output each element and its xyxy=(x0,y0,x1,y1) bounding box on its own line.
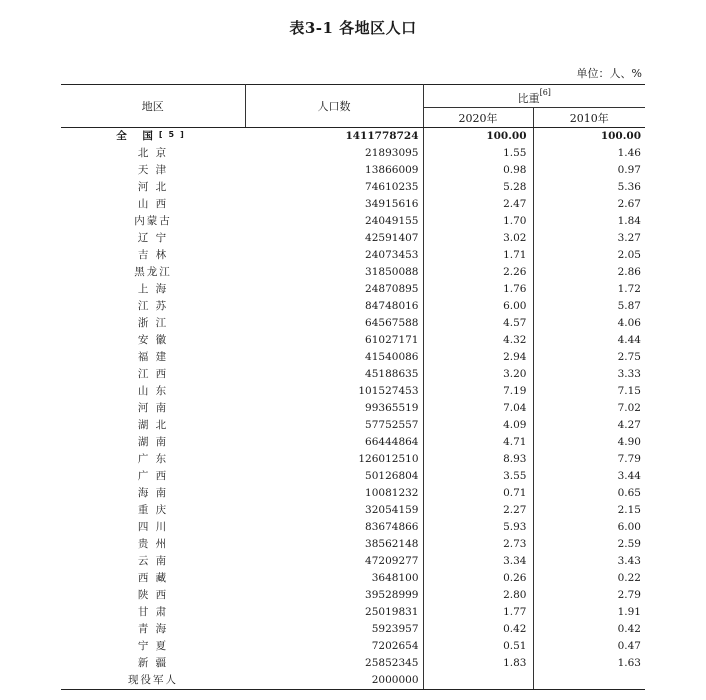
cell-ratio-2020: 1.77 xyxy=(423,604,533,621)
cell-region: 内蒙古 xyxy=(134,215,172,227)
cell-ratio-2020: 4.09 xyxy=(423,417,533,434)
table-row xyxy=(61,366,645,383)
cell-region: 上 海 xyxy=(137,283,169,295)
cell-ratio-2010: 2.67 xyxy=(617,198,641,210)
cell-region: 四 川 xyxy=(137,521,169,533)
cell-population: 31850088 xyxy=(245,264,423,281)
cell-ratio-2020: 0.26 xyxy=(423,570,533,587)
cell-ratio-2010: 3.27 xyxy=(617,232,641,244)
cell-ratio-2020: 5.93 xyxy=(423,519,533,536)
table-row-total xyxy=(61,128,645,146)
cell-ratio-2010: 100.00 xyxy=(600,130,641,142)
cell-population: 1411778724 xyxy=(245,128,423,146)
cell-population: 3648100 xyxy=(245,570,423,587)
cell-ratio-2010: 7.15 xyxy=(617,385,641,397)
cell-population: 24049155 xyxy=(245,213,423,230)
total-note: [5] xyxy=(158,130,190,139)
cell-population: 66444864 xyxy=(245,434,423,451)
table-row xyxy=(61,145,645,162)
cell-population: 25852345 xyxy=(245,655,423,672)
cell-region: 新 疆 xyxy=(137,657,169,669)
cell-ratio-2020 xyxy=(423,672,533,690)
cell-region: 天 津 xyxy=(137,164,169,176)
cell-ratio-2020: 2.47 xyxy=(423,196,533,213)
cell-ratio-2010: 1.84 xyxy=(617,215,641,227)
table-row xyxy=(61,655,645,672)
cell-ratio-2010: 3.33 xyxy=(617,368,641,380)
cell-ratio-2020: 3.34 xyxy=(423,553,533,570)
cell-ratio-2020: 100.00 xyxy=(423,128,533,146)
cell-ratio-2010: 2.05 xyxy=(617,249,641,261)
cell-region: 福 建 xyxy=(137,351,169,363)
table-title: 表3-1 各地区人口 xyxy=(289,19,417,37)
cell-region: 北 京 xyxy=(137,147,169,159)
cell-region: 陕 西 xyxy=(137,589,169,601)
cell-region: 宁 夏 xyxy=(137,640,169,652)
cell-region: 江 西 xyxy=(137,368,169,380)
unit-label: 单位：人、% xyxy=(576,67,642,80)
table-row xyxy=(61,417,645,434)
cell-population: 38562148 xyxy=(245,536,423,553)
cell-ratio-2020: 8.93 xyxy=(423,451,533,468)
cell-ratio-2010: 2.15 xyxy=(617,504,641,516)
cell-ratio-2020: 1.76 xyxy=(423,281,533,298)
table-row xyxy=(61,485,645,502)
cell-ratio-2020: 3.02 xyxy=(423,230,533,247)
cell-ratio-2020: 1.55 xyxy=(423,145,533,162)
cell-population: 13866009 xyxy=(245,162,423,179)
table-row xyxy=(61,587,645,604)
cell-ratio-2010: 1.46 xyxy=(617,147,641,159)
table-row xyxy=(61,451,645,468)
cell-ratio-2010: 3.44 xyxy=(617,470,641,482)
cell-ratio-2020: 7.04 xyxy=(423,400,533,417)
cell-region: 吉 林 xyxy=(137,249,169,261)
table-row xyxy=(61,179,645,196)
cell-ratio-2020: 2.27 xyxy=(423,502,533,519)
cell-ratio-2010: 1.72 xyxy=(617,283,641,295)
table-row xyxy=(61,230,645,247)
cell-ratio-2010: 7.02 xyxy=(617,402,641,414)
header-region: 地区 xyxy=(61,85,245,128)
cell-population: 57752557 xyxy=(245,417,423,434)
cell-population: 21893095 xyxy=(245,145,423,162)
cell-population: 10081232 xyxy=(245,485,423,502)
table-row xyxy=(61,536,645,553)
table-row xyxy=(61,570,645,587)
cell-ratio-2010: 0.65 xyxy=(617,487,641,499)
cell-population: 41540086 xyxy=(245,349,423,366)
cell-population: 34915616 xyxy=(245,196,423,213)
cell-population: 74610235 xyxy=(245,179,423,196)
cell-ratio-2020: 0.51 xyxy=(423,638,533,655)
cell-ratio-2020: 4.71 xyxy=(423,434,533,451)
cell-ratio-2010 xyxy=(533,672,645,690)
total-name: 全 国 xyxy=(116,130,159,142)
cell-ratio-2010: 2.79 xyxy=(617,589,641,601)
cell-ratio-2020: 2.80 xyxy=(423,587,533,604)
cell-region: 青 海 xyxy=(137,623,169,635)
table-row xyxy=(61,298,645,315)
header-year-2010: 2010年 xyxy=(533,108,645,128)
cell-ratio-2010: 3.43 xyxy=(617,555,641,567)
cell-region: 西 藏 xyxy=(137,572,169,584)
cell-ratio-2020: 0.98 xyxy=(423,162,533,179)
cell-population: 83674866 xyxy=(245,519,423,536)
cell-ratio-2010: 0.22 xyxy=(617,572,641,584)
table-row xyxy=(61,247,645,264)
cell-population: 64567588 xyxy=(245,315,423,332)
table-row xyxy=(61,264,645,281)
cell-population: 24870895 xyxy=(245,281,423,298)
table-row xyxy=(61,553,645,570)
cell-ratio-2020: 0.42 xyxy=(423,621,533,638)
cell-ratio-2020: 6.00 xyxy=(423,298,533,315)
cell-population: 84748016 xyxy=(245,298,423,315)
table-row xyxy=(61,332,645,349)
table-row xyxy=(61,400,645,417)
cell-region: 江 苏 xyxy=(137,300,169,312)
header-population: 人口数 xyxy=(245,85,423,128)
cell-population: 126012510 xyxy=(245,451,423,468)
cell-ratio-2020: 4.57 xyxy=(423,315,533,332)
cell-ratio-2010: 4.27 xyxy=(617,419,641,431)
cell-population: 50126804 xyxy=(245,468,423,485)
table-row xyxy=(61,621,645,638)
cell-ratio-2020: 2.94 xyxy=(423,349,533,366)
cell-region: 云 南 xyxy=(137,555,169,567)
cell-population: 2000000 xyxy=(245,672,423,690)
cell-ratio-2010: 4.90 xyxy=(617,436,641,448)
cell-ratio-2020: 3.55 xyxy=(423,468,533,485)
table-row xyxy=(61,502,645,519)
header-ratio-note: [6] xyxy=(539,88,551,97)
table-row xyxy=(61,672,645,690)
header-ratio xyxy=(423,85,645,108)
cell-ratio-2010: 2.59 xyxy=(617,538,641,550)
table-row xyxy=(61,604,645,621)
cell-ratio-2020: 1.83 xyxy=(423,655,533,672)
cell-ratio-2010: 1.63 xyxy=(617,657,641,669)
cell-region: 山 西 xyxy=(137,198,169,210)
cell-population: 25019831 xyxy=(245,604,423,621)
table-row xyxy=(61,638,645,655)
cell-ratio-2010: 4.06 xyxy=(617,317,641,329)
table-row xyxy=(61,162,645,179)
table-row xyxy=(61,468,645,485)
cell-ratio-2010: 6.00 xyxy=(617,521,641,533)
cell-region: 广 东 xyxy=(137,453,169,465)
cell-ratio-2020: 0.71 xyxy=(423,485,533,502)
cell-region: 广 西 xyxy=(137,470,169,482)
cell-region: 重 庆 xyxy=(137,504,169,516)
cell-ratio-2020: 1.71 xyxy=(423,247,533,264)
population-table xyxy=(61,84,645,690)
cell-ratio-2020: 2.73 xyxy=(423,536,533,553)
cell-region: 河 北 xyxy=(137,181,169,193)
cell-population: 47209277 xyxy=(245,553,423,570)
cell-region: 甘 肃 xyxy=(137,606,169,618)
cell-region: 现役军人 xyxy=(61,672,245,690)
cell-ratio-2010: 0.47 xyxy=(617,640,641,652)
table-row xyxy=(61,383,645,400)
table-row xyxy=(61,315,645,332)
cell-ratio-2020: 1.70 xyxy=(423,213,533,230)
cell-population: 39528999 xyxy=(245,587,423,604)
cell-region: 湖 北 xyxy=(137,419,169,431)
cell-population: 24073453 xyxy=(245,247,423,264)
cell-ratio-2010: 5.87 xyxy=(617,300,641,312)
header-ratio-label: 比重 xyxy=(517,92,540,105)
cell-region: 河 南 xyxy=(137,402,169,414)
cell-ratio-2010: 0.42 xyxy=(617,623,641,635)
table-row xyxy=(61,519,645,536)
cell-ratio-2010: 7.79 xyxy=(617,453,641,465)
cell-population: 99365519 xyxy=(245,400,423,417)
cell-ratio-2010: 0.97 xyxy=(617,164,641,176)
cell-region: 山 东 xyxy=(137,385,169,397)
cell-region: 黑龙江 xyxy=(134,266,172,278)
cell-region: 湖 南 xyxy=(137,436,169,448)
cell-region: 安 徽 xyxy=(137,334,169,346)
cell-population: 5923957 xyxy=(245,621,423,638)
cell-ratio-2010: 5.36 xyxy=(617,181,641,193)
cell-region: 海 南 xyxy=(137,487,169,499)
cell-ratio-2020: 4.32 xyxy=(423,332,533,349)
cell-ratio-2020: 7.19 xyxy=(423,383,533,400)
table-row xyxy=(61,281,645,298)
cell-ratio-2020: 5.28 xyxy=(423,179,533,196)
cell-region xyxy=(61,128,245,146)
table-row xyxy=(61,196,645,213)
cell-ratio-2010: 2.75 xyxy=(617,351,641,363)
cell-population: 42591407 xyxy=(245,230,423,247)
cell-ratio-2010: 2.86 xyxy=(617,266,641,278)
cell-ratio-2010: 1.91 xyxy=(617,606,641,618)
cell-population: 7202654 xyxy=(245,638,423,655)
cell-region: 贵 州 xyxy=(137,538,169,550)
cell-ratio-2010: 4.44 xyxy=(617,334,641,346)
cell-ratio-2020: 3.20 xyxy=(423,366,533,383)
cell-region: 浙 江 xyxy=(137,317,169,329)
cell-population: 61027171 xyxy=(245,332,423,349)
table-row xyxy=(61,434,645,451)
cell-ratio-2020: 2.26 xyxy=(423,264,533,281)
cell-region: 辽 宁 xyxy=(137,232,169,244)
cell-population: 45188635 xyxy=(245,366,423,383)
header-year-2020: 2020年 xyxy=(423,108,533,128)
cell-population: 32054159 xyxy=(245,502,423,519)
table-row xyxy=(61,213,645,230)
table-row xyxy=(61,349,645,366)
cell-population: 101527453 xyxy=(245,383,423,400)
